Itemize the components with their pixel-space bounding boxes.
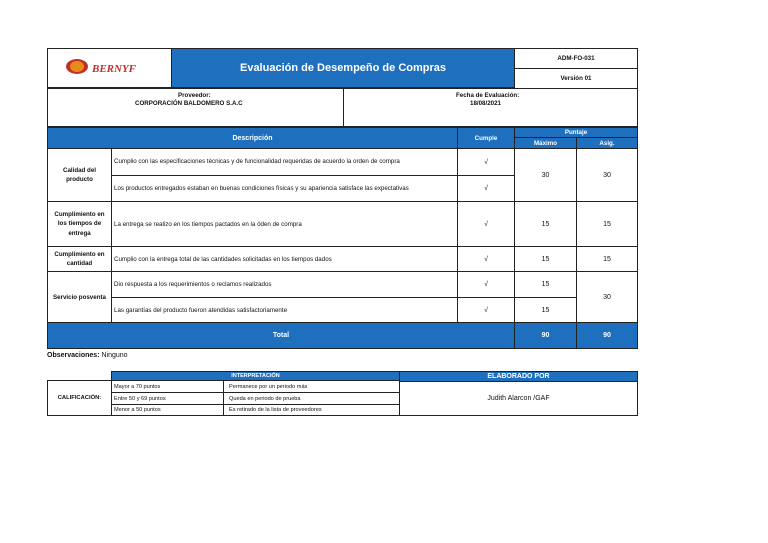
cumple-check: √ [457, 201, 515, 247]
category-tiempos-entrega: Cumplimiento en los tiempos de entrega [47, 201, 112, 247]
total-assigned-score: 90 [576, 322, 638, 349]
prepared-by-header: ELABORADO POR [399, 371, 638, 382]
form-version: Versión 01 [514, 68, 638, 89]
meaning-cell: Permanece por un periodo más [223, 380, 400, 393]
description-header: Descripción [47, 127, 458, 149]
company-logo-text: BERNYF [92, 63, 137, 75]
total-max-score: 90 [514, 322, 577, 349]
company-logo-swoosh [70, 61, 84, 72]
max-score: 15 [514, 246, 577, 272]
cumple-check: √ [457, 271, 515, 298]
category-calidad: Calidad del producto [47, 148, 112, 202]
max-score: 30 [514, 148, 577, 202]
supplier-label: Proveedor: [178, 92, 211, 99]
range-cell: Mayor a 70 puntos [111, 380, 224, 393]
criterion-text: Los productos entregados estaban en buenas condiciones físicas y su apariencia satisface las expectativas [111, 175, 458, 202]
date-label: Fecha de Evaluación: [456, 92, 520, 99]
assigned-score: 30 [576, 271, 638, 323]
max-score: 15 [514, 297, 577, 323]
total-label: Total [47, 322, 515, 349]
evaluation-date: 18/08/2021 [470, 100, 501, 107]
prepared-by-name: Judith Alarcon /GAF [399, 381, 638, 416]
assigned-score: 30 [576, 148, 638, 202]
criterion-text: Las garantías del producto fueron atendidas satisfactoriamente [111, 297, 458, 323]
range-cell: Menor a 50 puntos [111, 404, 224, 416]
max-score: 15 [514, 201, 577, 247]
meaning-cell: Es retirado de la lista de proveedores [223, 404, 400, 416]
observations [47, 352, 638, 366]
cumple-check: √ [457, 297, 515, 323]
cumple-check: √ [457, 175, 515, 202]
form-title: Evaluación de Desempeño de Compras [171, 48, 515, 88]
interpretation-header: INTERPRETACIÓN [111, 371, 400, 381]
logo-cell [47, 48, 172, 88]
assigned-score: 15 [576, 246, 638, 272]
asig-header: Asig. [576, 137, 638, 149]
maximo-header: Máximo [514, 137, 577, 149]
cumple-check: √ [457, 148, 515, 176]
assigned-score: 15 [576, 201, 638, 247]
supplier-name: CORPORACIÓN BALDOMERO S.A.C [135, 100, 243, 107]
observations-label: Observaciones: [47, 352, 100, 359]
category-posventa: Servicio posventa [47, 271, 112, 323]
criterion-text: La entrega se realizo en los tiempos pactados en la óden de compra [111, 201, 458, 247]
range-cell: Entre 50 y 69 puntos [111, 392, 224, 405]
category-cantidad: Cumplimiento en cantidad [47, 246, 112, 272]
meaning-cell: Queda en periodo de prueba [223, 392, 400, 405]
cumple-check: √ [457, 246, 515, 272]
max-score: 15 [514, 271, 577, 298]
criterion-text: Cumplio con la entrega total de las cantidades solicitadas en los tiempos dados [111, 246, 458, 272]
date-cell [343, 88, 638, 127]
calificacion-label: CALIFICACIÓN: [47, 380, 112, 416]
form-code: ADM-FO-031 [514, 48, 638, 69]
criterion-text: Dio respuesta a los requerimientos o reclamos realizados [111, 271, 458, 298]
puntaje-header: Puntaje [514, 127, 638, 138]
cumple-header: Cumple [457, 127, 515, 149]
supplier-cell [47, 88, 344, 127]
criterion-text: Cumplio con las especificaciones técnicas y de funcionalidad requeridas de acuerdo la orden de compra [111, 148, 458, 176]
observations-value: Ninguno [101, 352, 128, 359]
